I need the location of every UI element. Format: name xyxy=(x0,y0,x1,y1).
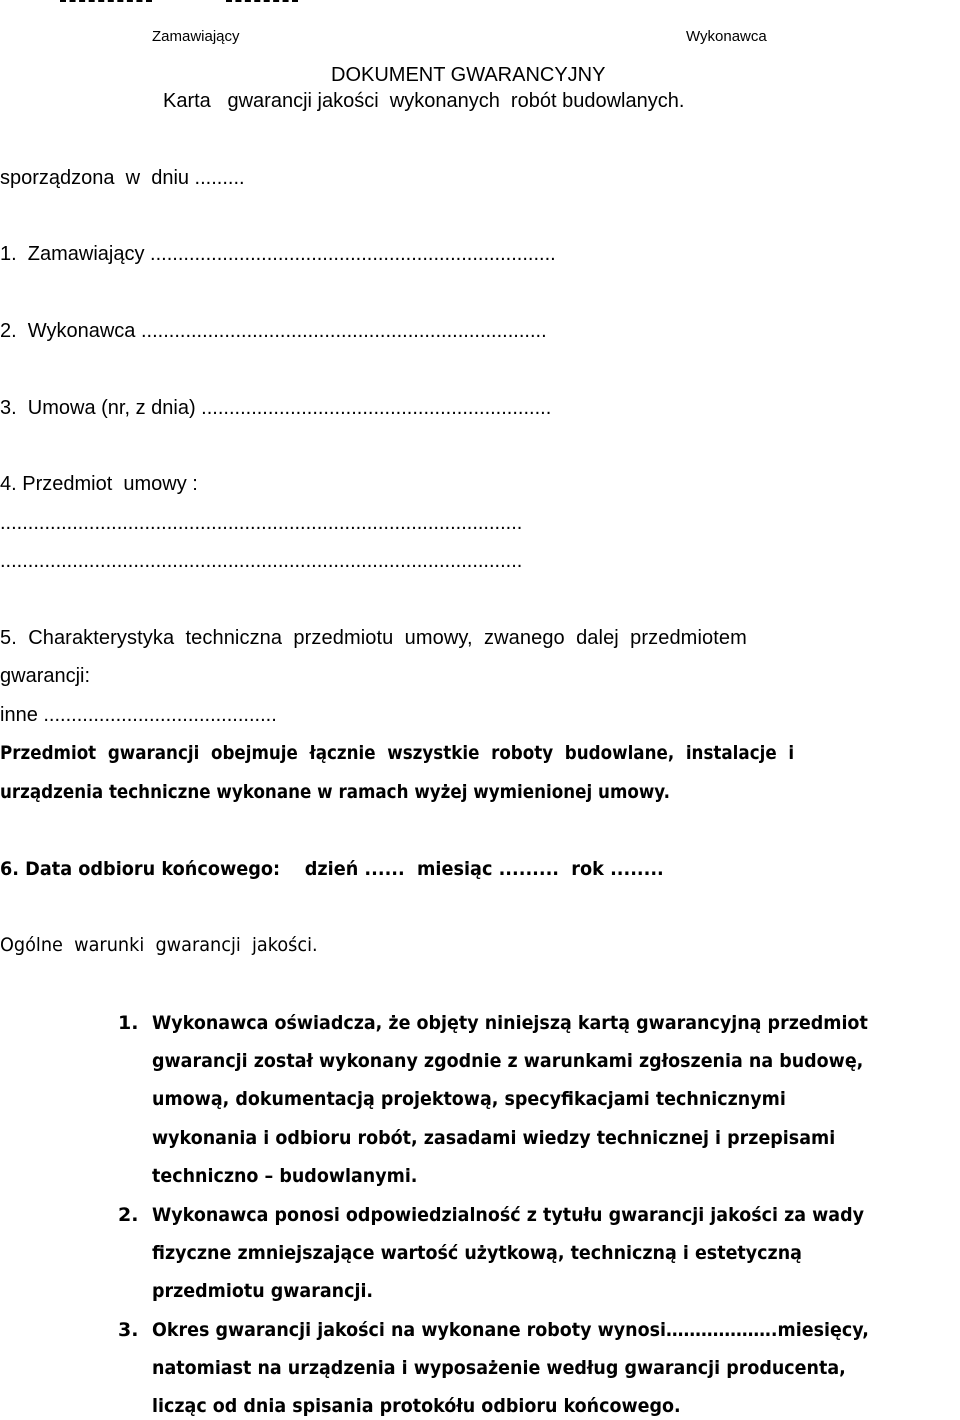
field-data-odbioru: 6. Data odbioru końcowego: dzień ...... miesiąc ......... rok ........ xyxy=(0,858,664,880)
condition-3-number: 3. xyxy=(118,1319,139,1341)
header-party-right: Wykonawca xyxy=(686,28,767,45)
scope-text-line-2: urządzenia techniczne wykonane w ramach wyżej wymienionej umowy. xyxy=(0,781,671,803)
condition-1-line: gwarancji został wykonany zgodnie z warunkami zgłoszenia na budowę, xyxy=(152,1050,864,1072)
field-inne: inne .......................................... xyxy=(0,704,277,726)
document-subtitle: Karta gwarancji jakości wykonanych robót budowlanych. xyxy=(163,90,685,112)
field-charakterystyka-cont: gwarancji: xyxy=(0,665,91,687)
condition-1-line: Wykonawca oświadcza, że objęty niniejszą kartą gwarancyjną przedmiot xyxy=(152,1012,868,1034)
document-title: DOKUMENT GWARANCYJNY xyxy=(331,64,606,86)
conditions-heading: Ogólne warunki gwarancji jakości. xyxy=(0,934,318,956)
top-dashed-line-right xyxy=(226,0,298,2)
field-wykonawca: 2. Wykonawca ......................................................................... xyxy=(0,320,547,342)
condition-1-line: techniczno – budowlanymi. xyxy=(152,1165,418,1187)
condition-3-line: licząc od dnia spisania protokółu odbioru końcowego. xyxy=(152,1395,681,1417)
przedmiot-blank-line-1: .............................................................................................. xyxy=(0,512,523,534)
top-dashed-line-left xyxy=(60,0,152,2)
condition-2-line: Wykonawca ponosi odpowiedzialność z tytułu gwarancji jakości za wady xyxy=(152,1204,865,1226)
field-przedmiot-umowy: 4. Przedmiot umowy : xyxy=(0,473,198,495)
condition-2-line: przedmiotu gwarancji. xyxy=(152,1280,374,1302)
condition-1-number: 1. xyxy=(118,1012,139,1034)
header-party-left: Zamawiający xyxy=(152,28,240,45)
przedmiot-blank-line-2: .............................................................................................. xyxy=(0,550,523,572)
condition-1-line: umową, dokumentacją projektową, specyfikacjami technicznymi xyxy=(152,1088,786,1110)
condition-3-line: Okres gwarancji jakości na wykonane roboty wynosi……………….miesięcy, xyxy=(152,1319,869,1341)
field-umowa: 3. Umowa (nr, z dnia) ............................................................... xyxy=(0,397,552,419)
scope-text-line-1: Przedmiot gwarancji obejmuje łącznie wszystkie roboty budowlane, instalacje i xyxy=(0,742,795,764)
condition-2-line: fizyczne zmniejszające wartość użytkową, techniczną i estetyczną xyxy=(152,1242,802,1264)
date-line: sporządzona w dniu ......... xyxy=(0,167,245,189)
field-charakterystyka: 5. Charakterystyka techniczna przedmiotu umowy, zwanego dalej przedmiotem xyxy=(0,627,747,649)
condition-2-number: 2. xyxy=(118,1204,139,1226)
condition-1-line: wykonania i odbioru robót, zasadami wiedzy technicznej i przepisami xyxy=(152,1127,836,1149)
field-zamawiajacy: 1. Zamawiający ......................................................................... xyxy=(0,243,556,265)
condition-3-line: natomiast na urządzenia i wyposażenie według gwarancji producenta, xyxy=(152,1357,846,1379)
